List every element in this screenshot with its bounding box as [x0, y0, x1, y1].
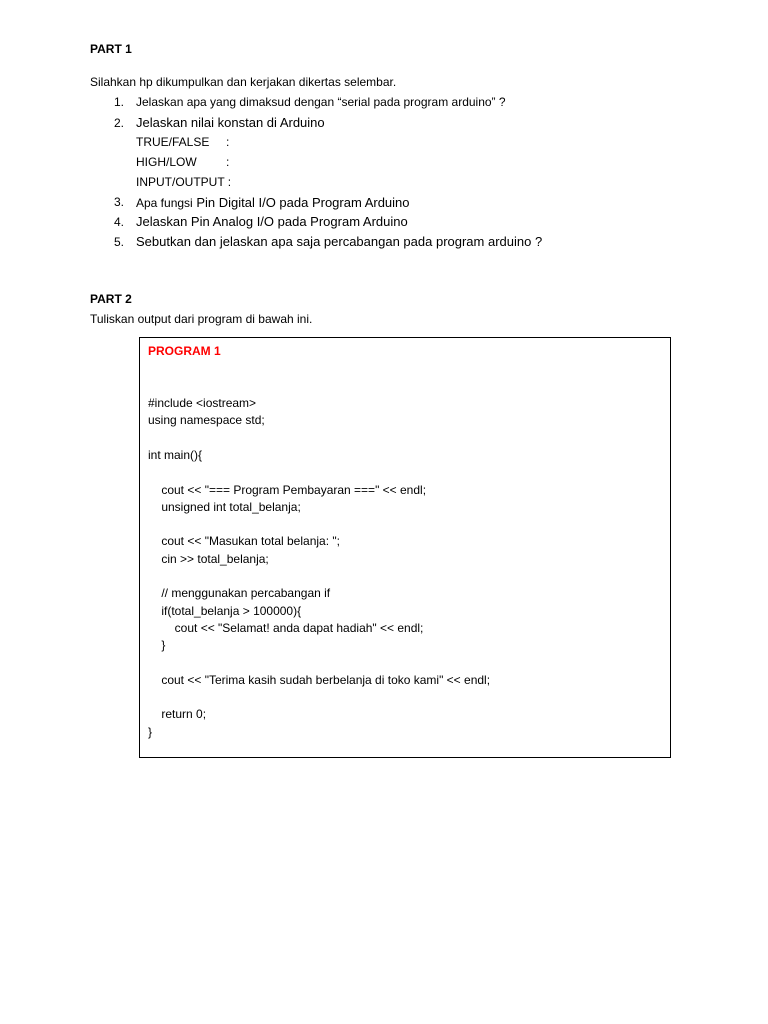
question-text-part: Pin Digital I/O pada Program Arduino [192, 195, 410, 210]
code-line: using namespace std; [148, 413, 265, 428]
question-number: 4. [113, 215, 124, 229]
code-line: cin >> total_belanja; [148, 551, 269, 566]
constant-label: INPUT/OUTPUT : [136, 175, 232, 189]
question-text: Jelaskan Pin Analog I/O pada Program Arduino [136, 214, 408, 229]
code-line: cout << "Selamat! anda dapat hadiah" << endl; [148, 620, 424, 635]
code-line: unsigned int total_belanja; [148, 499, 301, 514]
code-line: if(total_belanja > 100000){ [148, 603, 302, 618]
constant-label: HIGH/LOW [136, 155, 197, 169]
code-line: } [148, 724, 153, 739]
question-text: Jelaskan apa yang dimaksud dengan “serial pada program arduino” ? [136, 95, 506, 109]
part2-heading: PART 2 [90, 292, 132, 306]
code-line: cout << "Masukan total belanja: "; [148, 534, 340, 549]
question-text: Sebutkan dan jelaskan apa saja percabangan pada program arduino ? [136, 234, 543, 249]
question-number: 5. [113, 235, 124, 249]
code-line: // menggunakan percabangan if [148, 586, 331, 601]
part1-heading: PART 1 [90, 42, 132, 56]
code-line: return 0; [148, 707, 207, 722]
code-box [139, 337, 671, 758]
question-text-part: Apa fungsi [136, 196, 193, 210]
question-number: 1. [113, 95, 124, 109]
constant-colon: : [226, 155, 230, 169]
question-number: 2. [113, 116, 124, 130]
code-line: } [148, 638, 166, 653]
constant-colon: : [226, 135, 230, 149]
constant-label: TRUE/FALSE [136, 135, 210, 149]
question-text: Jelaskan nilai konstan di Arduino [136, 115, 325, 130]
part2-intro: Tuliskan output dari program di bawah ini. [90, 312, 313, 326]
part1-intro: Silahkan hp dikumpulkan dan kerjakan dikertas selembar. [90, 75, 397, 89]
code-line: cout << "=== Program Pembayaran ===" << endl; [148, 482, 427, 497]
code-line: int main(){ [148, 447, 203, 462]
question-number: 3. [113, 195, 124, 209]
question-text [136, 194, 410, 212]
code-line: cout << "Terima kasih sudah berbelanja di toko kami" << endl; [148, 672, 491, 687]
code-line: #include <iostream> [148, 396, 257, 410]
program-title: PROGRAM 1 [148, 344, 221, 358]
